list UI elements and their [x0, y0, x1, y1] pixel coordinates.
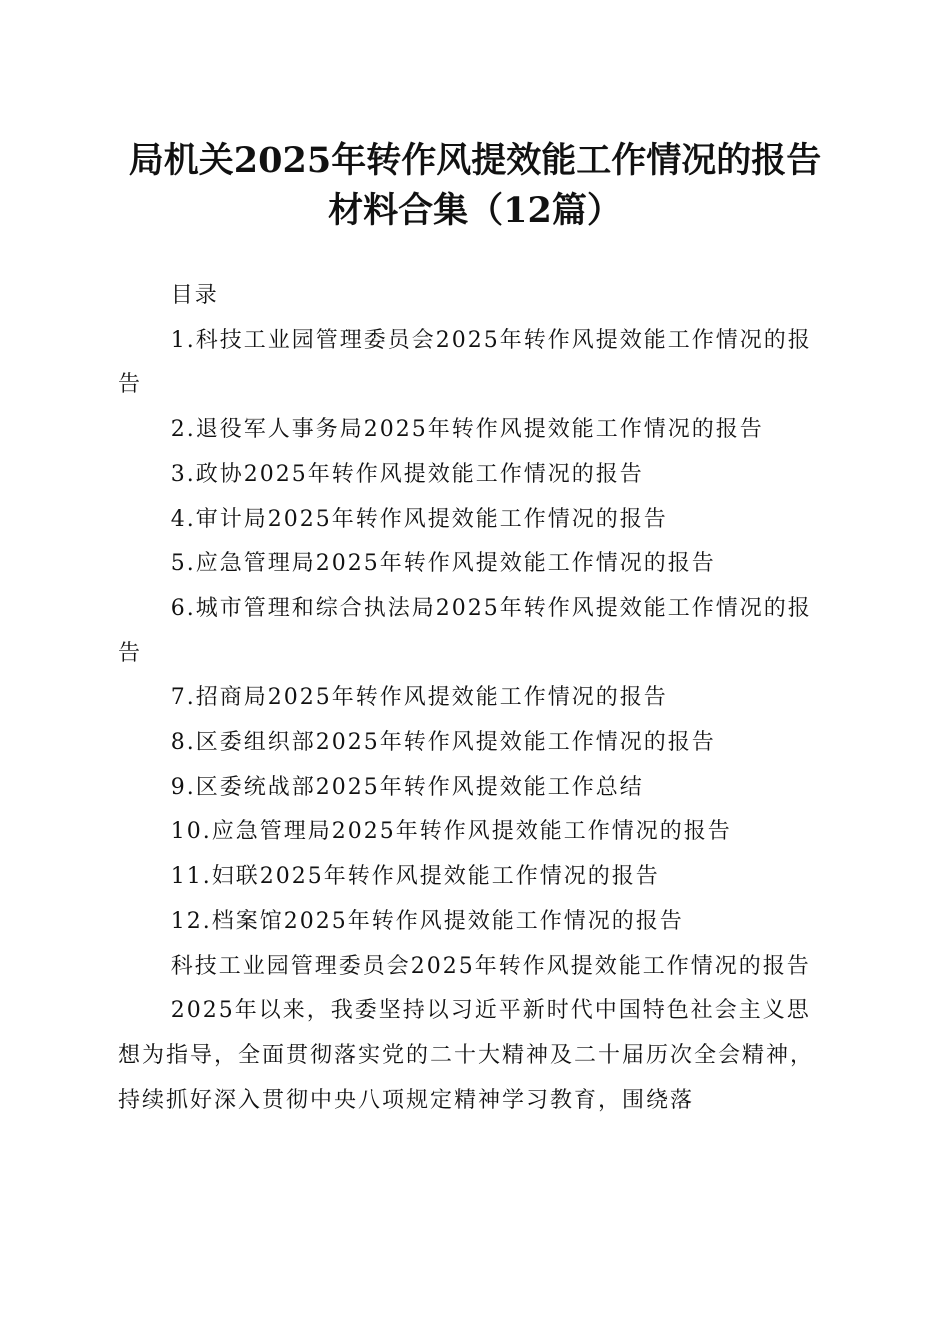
- toc-item: 4.审计局2025年转作风提效能工作情况的报告: [170, 506, 668, 532]
- document-body: [118, 274, 830, 1123]
- section-title: 科技工业园管理委员会2025年转作风提效能工作情况的报告: [170, 953, 811, 979]
- toc-item: 11.妇联2025年转作风提效能工作情况的报告: [170, 864, 660, 890]
- toc-item: 6.城市管理和综合执法局2025年转作风提效能工作情况的报告: [118, 595, 812, 666]
- toc-item: 2.退役军人事务局2025年转作风提效能工作情况的报告: [170, 417, 764, 443]
- toc-heading: 目录: [170, 283, 219, 308]
- toc-item: 8.区委组织部2025年转作风提效能工作情况的报告: [170, 730, 716, 756]
- toc-item: 10.应急管理局2025年转作风提效能工作情况的报告: [170, 819, 732, 845]
- toc-item: 5.应急管理局2025年转作风提效能工作情况的报告: [170, 551, 716, 577]
- toc-item: 3.政协2025年转作风提效能工作情况的报告: [170, 461, 644, 487]
- toc-item: 9.区委统战部2025年转作风提效能工作总结: [170, 774, 644, 800]
- toc-item: 1.科技工业园管理委员会2025年转作风提效能工作情况的报告: [118, 327, 812, 398]
- toc-item: 12.档案馆2025年转作风提效能工作情况的报告: [170, 908, 684, 934]
- toc-item: 7.招商局2025年转作风提效能工作情况的报告: [170, 685, 668, 711]
- body-paragraph: 2025年以来，我委坚持以习近平新时代中国特色社会主义思想为指导，全面贯彻落实党的二十大精神及二十届历次全会精神，持续抓好深入贯彻中央八项规定精神学习教育，围绕落: [118, 998, 815, 1113]
- title-line-1: 局机关2025年转作风提效能工作情况的报告: [128, 140, 822, 181]
- document-title: [100, 136, 850, 236]
- title-line-2: 材料合集（12篇）: [328, 190, 622, 231]
